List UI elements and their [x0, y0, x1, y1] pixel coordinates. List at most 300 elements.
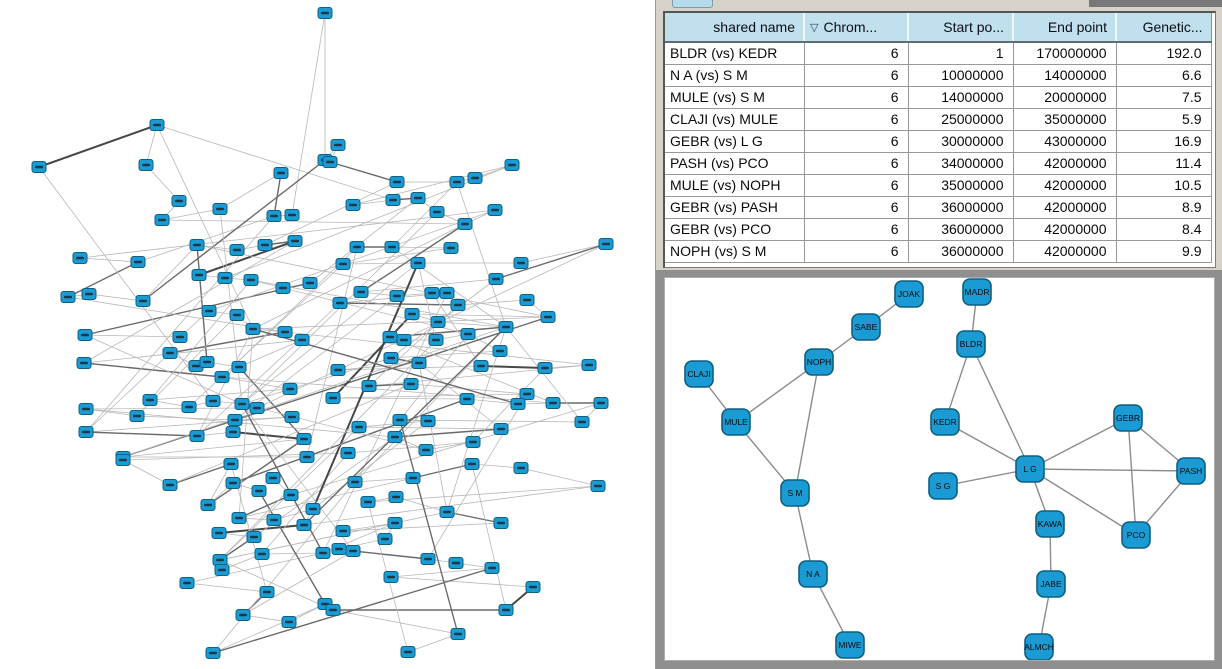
network-edge: [392, 182, 457, 247]
network-node[interactable]: [594, 398, 608, 409]
network-node[interactable]: [295, 335, 309, 346]
network-node[interactable]: [488, 205, 502, 216]
network-node-noph[interactable]: [805, 349, 833, 375]
network-node[interactable]: [388, 518, 402, 529]
network-node[interactable]: [247, 532, 261, 543]
network-edge: [330, 162, 397, 182]
network-edge: [239, 340, 302, 367]
network-node-miwe[interactable]: [836, 632, 864, 658]
network-edge: [84, 241, 295, 363]
network-node[interactable]: [538, 363, 552, 374]
network-node[interactable]: [82, 289, 96, 300]
network-node[interactable]: [440, 288, 454, 299]
network-node[interactable]: [526, 582, 540, 593]
network-edge: [419, 363, 447, 512]
network-node[interactable]: [136, 296, 150, 307]
network-node[interactable]: [401, 647, 415, 658]
network-node[interactable]: [494, 424, 508, 435]
table-cell[interactable]: 42000000: [1013, 152, 1116, 174]
table-row[interactable]: [665, 108, 1211, 130]
network-edge: [213, 604, 325, 653]
network-node[interactable]: [260, 587, 274, 598]
table-row[interactable]: [665, 42, 1211, 64]
table-cell[interactable]: 6: [804, 64, 908, 86]
network-node[interactable]: [32, 162, 46, 173]
network-node[interactable]: [255, 549, 269, 560]
network-edge[interactable]: [1030, 469, 1191, 471]
network-node[interactable]: [546, 398, 560, 409]
table-cell[interactable]: 36000000: [908, 196, 1013, 218]
network-node-bldr[interactable]: [957, 331, 985, 357]
network-node[interactable]: [213, 204, 227, 215]
panel-edge: [1089, 0, 1222, 7]
table-cell[interactable]: NOPH (vs) S M: [665, 240, 804, 262]
network-node[interactable]: [494, 518, 508, 529]
table-cell[interactable]: 36000000: [908, 218, 1013, 240]
node-label: MADR: [964, 287, 990, 297]
network-node[interactable]: [77, 358, 91, 369]
column-header-genetic-[interactable]: Genetic...: [1116, 13, 1211, 42]
network-node[interactable]: [267, 211, 281, 222]
network-node[interactable]: [336, 259, 350, 270]
table-cell[interactable]: 34000000: [908, 152, 1013, 174]
network-node-pco[interactable]: [1122, 522, 1150, 548]
network-node[interactable]: [411, 258, 425, 269]
network-node[interactable]: [389, 492, 403, 503]
network-node[interactable]: [235, 399, 249, 410]
network-edge: [395, 429, 501, 437]
network-node[interactable]: [180, 578, 194, 589]
network-node[interactable]: [306, 504, 320, 515]
table-cell[interactable]: 6: [804, 130, 908, 152]
network-node[interactable]: [421, 416, 435, 427]
network-node[interactable]: [215, 372, 229, 383]
node-label: CLAJI: [687, 369, 711, 379]
table-row[interactable]: [665, 86, 1211, 108]
network-edge: [428, 394, 527, 559]
table-cell[interactable]: 11.4: [1116, 152, 1211, 174]
table-cell[interactable]: 35000000: [1013, 108, 1116, 130]
node-label: PASH: [1179, 466, 1203, 476]
table-cell[interactable]: 14000000: [1013, 64, 1116, 86]
network-node[interactable]: [505, 160, 519, 171]
network-edge: [86, 432, 197, 436]
table-cell[interactable]: 16.9: [1116, 130, 1211, 152]
table-cell[interactable]: 42000000: [1013, 196, 1116, 218]
network-node[interactable]: [431, 317, 445, 328]
table-cell[interactable]: 6: [804, 86, 908, 108]
network-node[interactable]: [274, 168, 288, 179]
network-node[interactable]: [267, 515, 281, 526]
table-cell[interactable]: 5.9: [1116, 108, 1211, 130]
table-row[interactable]: [665, 174, 1211, 196]
network-node[interactable]: [318, 8, 332, 19]
network-node[interactable]: [346, 546, 360, 557]
network-node[interactable]: [575, 417, 589, 428]
network-node[interactable]: [520, 295, 534, 306]
network-node[interactable]: [226, 427, 240, 438]
table-cell[interactable]: 20000000: [1013, 86, 1116, 108]
network-node[interactable]: [474, 361, 488, 372]
network-node[interactable]: [390, 177, 404, 188]
network-edge: [220, 340, 436, 560]
network-node[interactable]: [514, 258, 528, 269]
network-node[interactable]: [404, 379, 418, 390]
table-cell[interactable]: CLAJI (vs) MULE: [665, 108, 804, 130]
network-node[interactable]: [297, 434, 311, 445]
table-row[interactable]: [665, 130, 1211, 152]
network-edge: [197, 303, 340, 436]
table-row[interactable]: [665, 152, 1211, 174]
network-node[interactable]: [284, 490, 298, 501]
table-cell[interactable]: 170000000: [1013, 42, 1116, 64]
network-node[interactable]: [352, 422, 366, 433]
table-cell[interactable]: 36000000: [908, 240, 1013, 262]
network-edge: [292, 13, 325, 215]
filter-icon[interactable]: ▽: [810, 22, 819, 34]
network-node[interactable]: [406, 473, 420, 484]
network-node[interactable]: [61, 292, 75, 303]
network-node[interactable]: [450, 177, 464, 188]
network-node[interactable]: [323, 157, 337, 168]
table-cell[interactable]: 6: [804, 152, 908, 174]
network-node[interactable]: [163, 348, 177, 359]
network-node[interactable]: [460, 394, 474, 405]
attribute-table: [665, 13, 1212, 263]
network-edge: [473, 368, 545, 442]
network-node[interactable]: [202, 306, 216, 317]
network-node[interactable]: [451, 629, 465, 640]
network-node[interactable]: [190, 431, 204, 442]
network-node[interactable]: [361, 497, 375, 508]
network-node[interactable]: [591, 481, 605, 492]
network-node[interactable]: [78, 330, 92, 341]
network-edge: [170, 464, 231, 485]
network-node[interactable]: [449, 558, 463, 569]
network-node[interactable]: [336, 526, 350, 537]
network-edge: [333, 610, 458, 634]
network-node[interactable]: [411, 193, 425, 204]
network-node[interactable]: [230, 245, 244, 256]
network-node[interactable]: [354, 287, 368, 298]
network-node[interactable]: [297, 520, 311, 531]
network-edge: [222, 377, 553, 403]
network-node[interactable]: [316, 548, 330, 559]
table-cell[interactable]: 42000000: [1013, 240, 1116, 262]
network-node[interactable]: [139, 160, 153, 171]
network-node[interactable]: [244, 275, 258, 286]
table-cell[interactable]: 6: [804, 240, 908, 262]
scrollbar-thumb[interactable]: [672, 0, 713, 8]
network-node[interactable]: [341, 448, 355, 459]
table-cell[interactable]: 10.5: [1116, 174, 1211, 196]
network-node[interactable]: [346, 200, 360, 211]
network-node[interactable]: [499, 605, 513, 616]
node-label: JOAK: [897, 289, 921, 299]
network-node[interactable]: [215, 565, 229, 576]
network-node[interactable]: [79, 404, 93, 415]
network-node[interactable]: [250, 403, 264, 414]
network-node-jabe[interactable]: [1037, 571, 1065, 597]
network-edge: [291, 403, 601, 495]
network-node[interactable]: [228, 415, 242, 426]
network-node[interactable]: [285, 210, 299, 221]
table-cell[interactable]: 42000000: [1013, 218, 1116, 240]
network-edge: [233, 399, 467, 483]
table-cell[interactable]: 35000000: [908, 174, 1013, 196]
table-cell[interactable]: 6: [804, 42, 908, 64]
network-node[interactable]: [514, 463, 528, 474]
network-node[interactable]: [224, 459, 238, 470]
network-node[interactable]: [362, 381, 376, 392]
network-node[interactable]: [300, 452, 314, 463]
network-node[interactable]: [232, 513, 246, 524]
network-node[interactable]: [116, 455, 130, 466]
network-node[interactable]: [430, 207, 444, 218]
network-node-claji[interactable]: [685, 361, 713, 387]
network-edge: [150, 280, 251, 400]
node-label: N A: [806, 569, 820, 579]
table-cell[interactable]: 7.5: [1116, 86, 1211, 108]
table-cell[interactable]: 6: [804, 108, 908, 130]
network-node[interactable]: [541, 312, 555, 323]
network-node[interactable]: [182, 402, 196, 413]
network-edge: [521, 468, 598, 486]
network-node-sabe[interactable]: [852, 314, 880, 340]
network-node[interactable]: [412, 358, 426, 369]
network-node[interactable]: [79, 427, 93, 438]
network-node[interactable]: [383, 332, 397, 343]
network-node-madr[interactable]: [963, 279, 991, 305]
table-cell[interactable]: 6: [804, 218, 908, 240]
table-cell[interactable]: PASH (vs) PCO: [665, 152, 804, 174]
network-edge: [472, 464, 506, 610]
network-node[interactable]: [131, 257, 145, 268]
network-node[interactable]: [283, 384, 297, 395]
network-node[interactable]: [236, 610, 250, 621]
network-node[interactable]: [397, 335, 411, 346]
network-node[interactable]: [485, 563, 499, 574]
network-edge[interactable]: [971, 344, 1030, 469]
network-node[interactable]: [285, 412, 299, 423]
table-cell[interactable]: 8.4: [1116, 218, 1211, 240]
network-edge: [239, 478, 413, 518]
network-node[interactable]: [252, 486, 266, 497]
table-cell[interactable]: 30000000: [908, 130, 1013, 152]
node-label: MULE: [724, 417, 748, 427]
table-cell[interactable]: 42000000: [1013, 174, 1116, 196]
network-node[interactable]: [331, 365, 345, 376]
column-header-start-po-[interactable]: Start po...: [908, 13, 1013, 42]
network-node[interactable]: [246, 324, 260, 335]
network-node-kedr[interactable]: [931, 409, 959, 435]
network-node[interactable]: [384, 572, 398, 583]
network-node[interactable]: [421, 554, 435, 565]
network-node[interactable]: [493, 346, 507, 357]
network-edge[interactable]: [1128, 418, 1136, 535]
network-node[interactable]: [230, 310, 244, 321]
table-panel: [655, 0, 1222, 270]
table-cell[interactable]: 10000000: [908, 64, 1013, 86]
table-cell[interactable]: 8.9: [1116, 196, 1211, 218]
subnetwork-canvas[interactable]: [665, 278, 1214, 660]
network-node[interactable]: [130, 411, 144, 422]
network-node[interactable]: [326, 393, 340, 404]
network-node-kawa[interactable]: [1036, 511, 1064, 537]
network-node[interactable]: [282, 617, 296, 628]
network-node[interactable]: [405, 309, 419, 320]
network-node[interactable]: [489, 274, 503, 285]
network-node[interactable]: [143, 395, 157, 406]
network-node-pash[interactable]: [1177, 458, 1205, 484]
network-node-s-m[interactable]: [781, 480, 809, 506]
network-node-almch[interactable]: [1024, 634, 1054, 660]
network-node[interactable]: [163, 480, 177, 491]
network-edge: [39, 167, 213, 401]
network-node[interactable]: [458, 219, 472, 230]
network-node[interactable]: [201, 500, 215, 511]
table-cell[interactable]: MULE (vs) S M: [665, 86, 804, 108]
table-cell[interactable]: BLDR (vs) KEDR: [665, 42, 804, 64]
network-node[interactable]: [386, 195, 400, 206]
network-edge[interactable]: [795, 362, 819, 493]
table-cell[interactable]: 6: [804, 174, 908, 196]
network-node[interactable]: [173, 332, 187, 343]
network-node[interactable]: [384, 353, 398, 364]
table-cell[interactable]: 1: [908, 42, 1013, 64]
network-node[interactable]: [326, 605, 340, 616]
network-node[interactable]: [266, 473, 280, 484]
network-node[interactable]: [206, 396, 220, 407]
network-node-mule[interactable]: [722, 409, 750, 435]
network-node[interactable]: [155, 215, 169, 226]
network-node[interactable]: [499, 322, 513, 333]
table-cell[interactable]: 6.6: [1116, 64, 1211, 86]
table-cell[interactable]: 6: [804, 196, 908, 218]
network-edge: [438, 322, 506, 327]
network-node[interactable]: [213, 555, 227, 566]
network-node[interactable]: [232, 362, 246, 373]
table-cell[interactable]: GEBR (vs) PCO: [665, 218, 804, 240]
network-node[interactable]: [332, 544, 346, 555]
network-node[interactable]: [278, 327, 292, 338]
table-cell[interactable]: GEBR (vs) L G: [665, 130, 804, 152]
network-node[interactable]: [303, 278, 317, 289]
network-edge: [496, 244, 606, 279]
network-edge: [143, 245, 197, 301]
network-node[interactable]: [520, 389, 534, 400]
network-edge: [222, 377, 290, 389]
node-label: ALMCH: [1024, 642, 1054, 652]
network-node[interactable]: [331, 140, 345, 151]
network-node-l-g[interactable]: [1016, 456, 1044, 482]
network-node[interactable]: [288, 236, 302, 247]
network-node[interactable]: [425, 288, 439, 299]
network-node[interactable]: [465, 459, 479, 470]
network-node[interactable]: [200, 357, 214, 368]
network-edge: [187, 583, 267, 592]
column-header-shared-name[interactable]: shared name: [665, 13, 804, 42]
network-node[interactable]: [348, 477, 362, 488]
network-node[interactable]: [511, 399, 525, 410]
table-cell[interactable]: MULE (vs) NOPH: [665, 174, 804, 196]
network-node-n-a[interactable]: [799, 561, 827, 587]
network-node[interactable]: [226, 478, 240, 489]
network-node[interactable]: [466, 437, 480, 448]
network-node[interactable]: [172, 196, 186, 207]
table-cell[interactable]: 192.0: [1116, 42, 1211, 64]
network-node[interactable]: [468, 173, 482, 184]
network-node[interactable]: [390, 291, 404, 302]
network-node[interactable]: [444, 243, 458, 254]
network-node[interactable]: [385, 242, 399, 253]
network-node[interactable]: [192, 270, 206, 281]
network-node[interactable]: [218, 273, 232, 284]
node-label: GEBR: [1115, 413, 1141, 423]
network-edge: [220, 560, 333, 610]
table-row[interactable]: [665, 218, 1211, 240]
table-row[interactable]: [665, 240, 1211, 262]
node-label: L G: [1023, 464, 1037, 474]
network-edge: [304, 327, 506, 525]
table-cell[interactable]: 43000000: [1013, 130, 1116, 152]
network-node[interactable]: [258, 240, 272, 251]
network-node[interactable]: [206, 648, 220, 659]
network-edge: [333, 398, 467, 399]
network-edge: [413, 464, 472, 478]
network-node-gebr[interactable]: [1114, 405, 1142, 431]
table-cell[interactable]: 9.9: [1116, 240, 1211, 262]
network-node[interactable]: [150, 120, 164, 131]
network-node[interactable]: [333, 298, 347, 309]
table-row[interactable]: [665, 196, 1211, 218]
network-node[interactable]: [350, 242, 364, 253]
table-cell[interactable]: 14000000: [908, 86, 1013, 108]
table-header: [665, 13, 1211, 42]
network-node[interactable]: [440, 507, 454, 518]
network-node[interactable]: [429, 335, 443, 346]
network-node[interactable]: [190, 240, 204, 251]
network-node[interactable]: [388, 432, 402, 443]
node-label: S G: [935, 481, 951, 491]
subnetwork-panel: [655, 270, 1222, 669]
column-header-end-point[interactable]: End point: [1013, 13, 1116, 42]
network-node[interactable]: [461, 329, 475, 340]
network-node[interactable]: [451, 300, 465, 311]
table-row[interactable]: [665, 64, 1211, 86]
table-panel-toolbar: [656, 0, 1222, 9]
table-cell[interactable]: GEBR (vs) PASH: [665, 196, 804, 218]
network-node[interactable]: [419, 445, 433, 456]
network-node[interactable]: [393, 415, 407, 426]
network-node[interactable]: [582, 360, 596, 371]
network-node-joak[interactable]: [895, 281, 923, 307]
network-edge: [521, 244, 606, 263]
network-edge[interactable]: [1030, 418, 1128, 469]
network-node[interactable]: [378, 534, 392, 545]
network-edge: [353, 551, 428, 559]
column-header-chrom-[interactable]: ▽ Chrom...: [804, 13, 908, 42]
attribute-table-wrap: [663, 11, 1216, 268]
network-node[interactable]: [73, 253, 87, 264]
network-node-s-g[interactable]: [929, 473, 957, 499]
network-node[interactable]: [276, 283, 290, 294]
table-cell[interactable]: 25000000: [908, 108, 1013, 130]
table-cell[interactable]: N A (vs) S M: [665, 64, 804, 86]
network-node[interactable]: [599, 239, 613, 250]
network-edge: [220, 173, 281, 209]
network-node[interactable]: [212, 528, 226, 539]
